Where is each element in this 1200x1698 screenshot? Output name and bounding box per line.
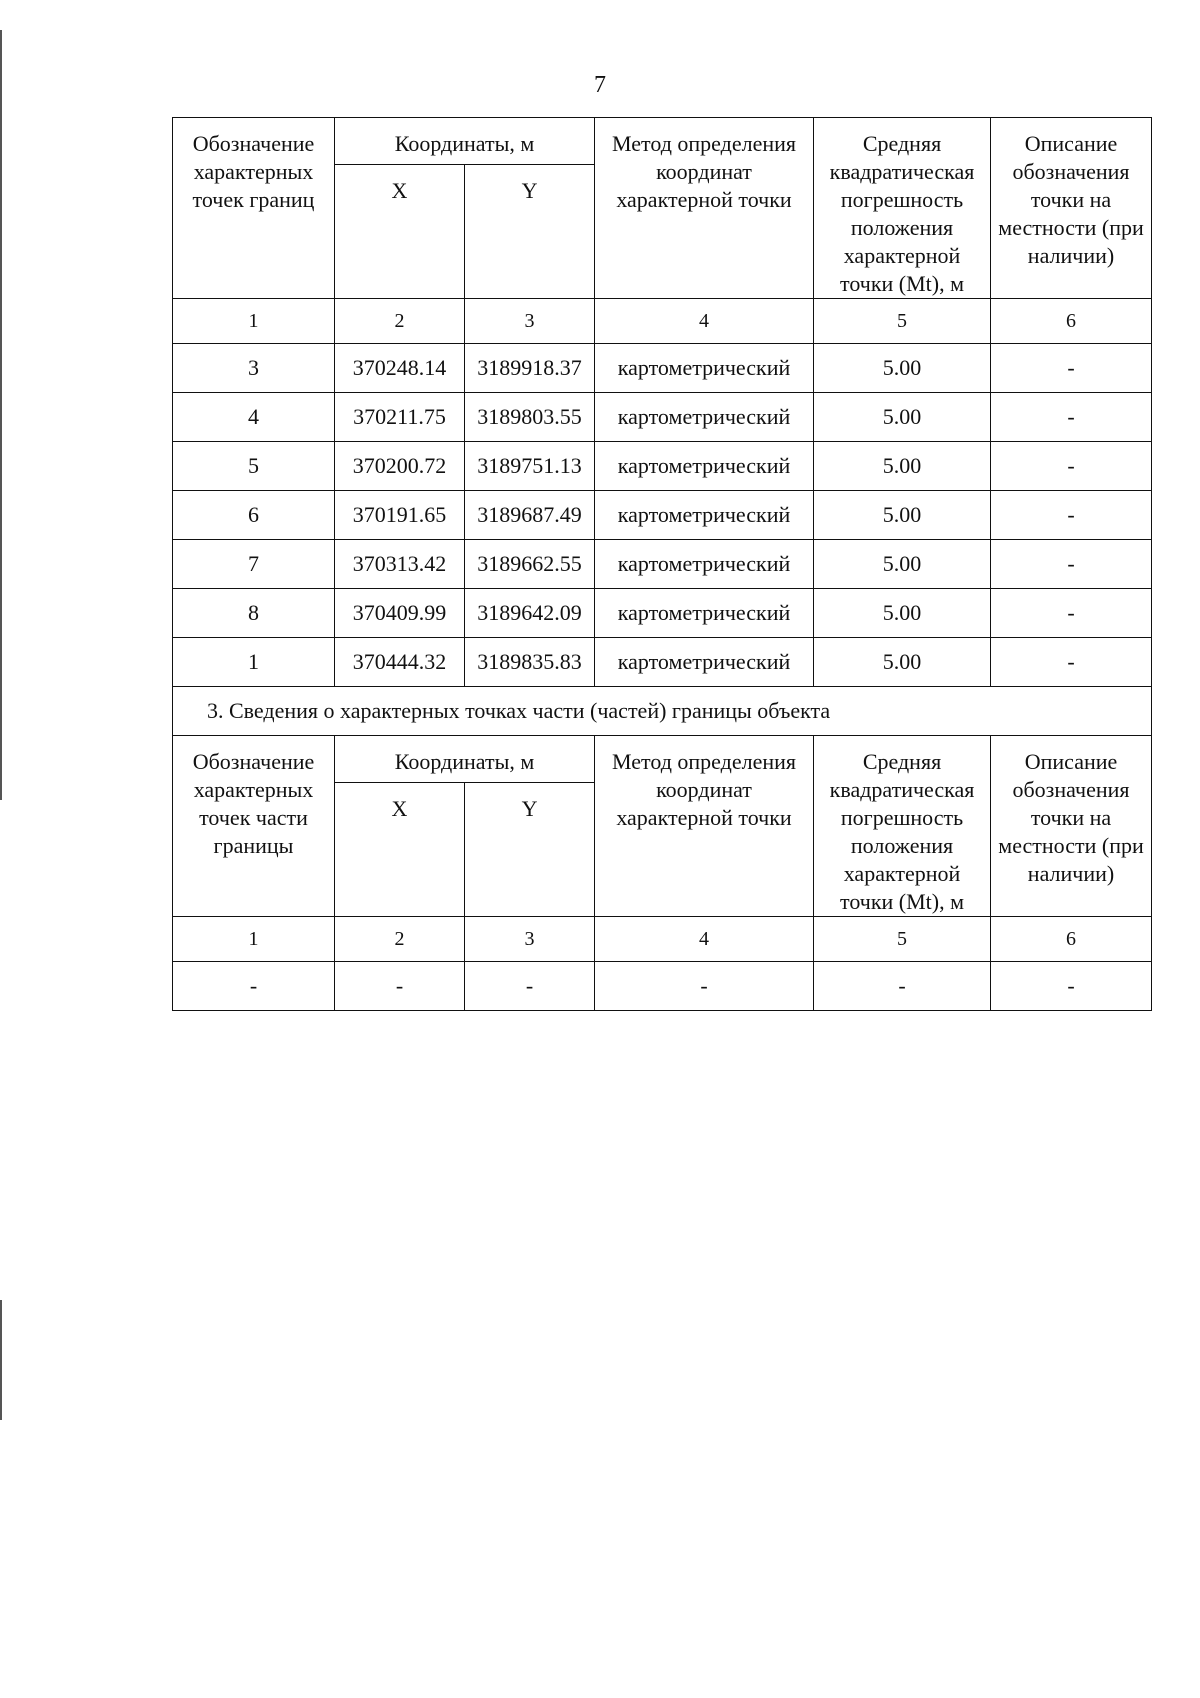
header-description: Описание обозначения точки на местности (при наличии) [991,118,1152,299]
cell-method: - [595,962,814,1011]
column-number: 6 [991,299,1152,344]
column-number: 3 [465,917,595,962]
column-number: 5 [814,917,991,962]
column-number: 6 [991,917,1152,962]
column-number: 2 [335,917,465,962]
cell-error: 5.00 [814,491,991,540]
cell-method: картометрический [595,491,814,540]
cell-x: - [335,962,465,1011]
table-row [173,442,1152,491]
cell-x: 370248.14 [335,344,465,393]
cell-description: - [991,344,1152,393]
cell-error: 5.00 [814,638,991,687]
table1-header-row [173,118,1152,165]
header-point-designation: Обозначение характерных точек границ [173,118,335,299]
cell-method: картометрический [595,589,814,638]
column-number: 3 [465,299,595,344]
header-x: X [335,782,465,917]
cell-x: 370409.99 [335,589,465,638]
cell-method: картометрический [595,540,814,589]
table-row [173,491,1152,540]
column-number: 2 [335,299,465,344]
cell-point: 3 [173,344,335,393]
cell-description: - [991,491,1152,540]
header-x: X [335,164,465,299]
table-row [173,962,1152,1011]
cell-y: 3189751.13 [465,442,595,491]
cell-error: 5.00 [814,540,991,589]
table2-column-numbers [173,917,1152,962]
table-row [173,344,1152,393]
cell-description: - [991,393,1152,442]
cell-x: 370200.72 [335,442,465,491]
table2-header-row [173,736,1152,783]
cell-point: 8 [173,589,335,638]
column-number: 4 [595,917,814,962]
cell-y: 3189662.55 [465,540,595,589]
cell-error: - [814,962,991,1011]
cell-error: 5.00 [814,344,991,393]
cell-x: 370444.32 [335,638,465,687]
header-mean-error: Средняя квадратическая погрешность положения характерной точки (Mt), м [814,736,991,917]
header-coordinates: Координаты, м [335,118,595,165]
header-y: Y [465,164,595,299]
table-row [173,589,1152,638]
cell-description: - [991,442,1152,491]
header-y: Y [465,782,595,917]
scan-edge-mark [0,1300,2,1420]
cell-x: 370191.65 [335,491,465,540]
cell-point: 5 [173,442,335,491]
scan-edge-mark [0,30,2,800]
cell-y: - [465,962,595,1011]
cell-error: 5.00 [814,442,991,491]
cell-description: - [991,638,1152,687]
cell-x: 370211.75 [335,393,465,442]
cell-y: 3189642.09 [465,589,595,638]
column-number: 4 [595,299,814,344]
cell-y: 3189835.83 [465,638,595,687]
header-method: Метод определения координат характерной точки [595,118,814,299]
cell-point: 7 [173,540,335,589]
cell-x: 370313.42 [335,540,465,589]
cell-point: 4 [173,393,335,442]
header-description: Описание обозначения точки на местности (при наличии) [991,736,1152,917]
cell-point: 1 [173,638,335,687]
cell-point: 6 [173,491,335,540]
cell-method: картометрический [595,442,814,491]
cell-point: - [173,962,335,1011]
cell-description: - [991,962,1152,1011]
table-row [173,638,1152,687]
header-mean-error: Средняя квадратическая погрешность положения характерной точки (Mt), м [814,118,991,299]
cell-method: картометрический [595,393,814,442]
coordinates-table [172,117,1152,1011]
column-number: 1 [173,299,335,344]
cell-y: 3189687.49 [465,491,595,540]
cell-method: картометрический [595,638,814,687]
cell-y: 3189803.55 [465,393,595,442]
section-title-row [173,687,1152,736]
cell-method: картометрический [595,344,814,393]
section-3-title: 3. Сведения о характерных точках части (частей) границы объекта [173,687,1152,736]
header-method: Метод определения координат характерной точки [595,736,814,917]
page-number: 7 [594,72,606,98]
cell-description: - [991,540,1152,589]
header-point-designation: Обозначение характерных точек части границы [173,736,335,917]
cell-error: 5.00 [814,393,991,442]
table1-column-numbers [173,299,1152,344]
table-row [173,393,1152,442]
table-row [173,540,1152,589]
column-number: 5 [814,299,991,344]
column-number: 1 [173,917,335,962]
cell-description: - [991,589,1152,638]
cell-error: 5.00 [814,589,991,638]
header-coordinates: Координаты, м [335,736,595,783]
cell-y: 3189918.37 [465,344,595,393]
